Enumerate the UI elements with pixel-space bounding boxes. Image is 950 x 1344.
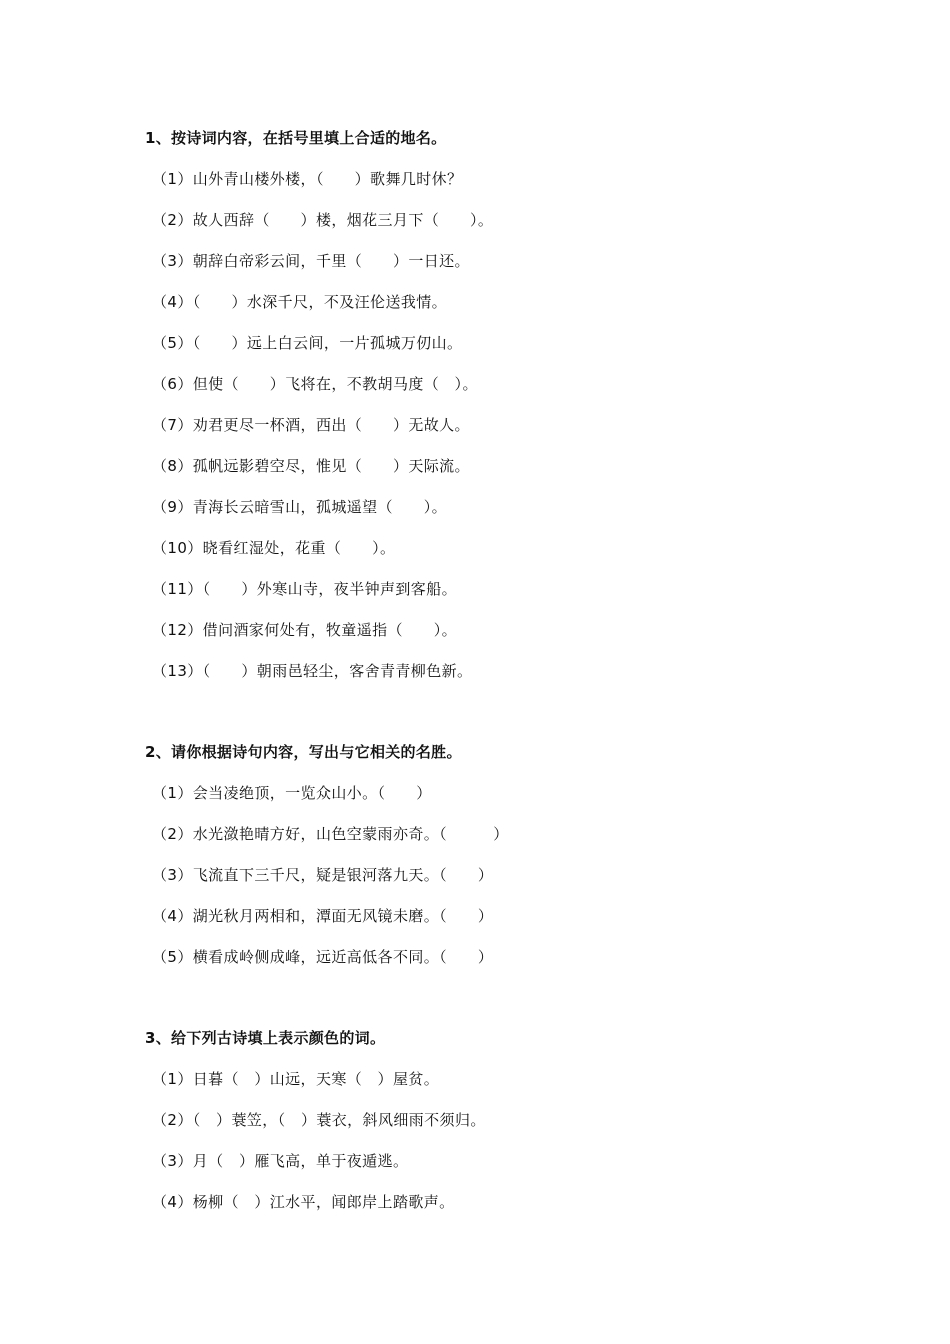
section-2-title: 2、请你根据诗句内容，写出与它相关的名胜。 (145, 743, 462, 761)
question-1-3: （3）朝辞白帝彩云间，千里（ ）一日还。 (152, 252, 470, 270)
question-1-2: （2）故人西辞（ ）楼，烟花三月下（ ）。 (152, 211, 494, 229)
question-1-11: （11）（ ）外寒山寺，夜半钟声到客船。 (152, 580, 457, 598)
question-1-7: （7）劝君更尽一杯酒，西出（ ）无故人。 (152, 416, 470, 434)
question-3-4: （4）杨柳（ ）江水平，闻郎岸上踏歌声。 (152, 1193, 455, 1211)
section-3-title: 3、给下列古诗填上表示颜色的词。 (145, 1029, 386, 1047)
question-1-8: （8）孤帆远影碧空尽，惟见（ ）天际流。 (152, 457, 470, 475)
question-2-5: （5）横看成岭侧成峰，远近高低各不同。（ ） (152, 948, 494, 966)
question-1-5: （5）（ ）远上白云间，一片孤城万仞山。 (152, 334, 463, 352)
question-1-4: （4）（ ）水深千尺，不及汪伦送我情。 (152, 293, 448, 311)
question-2-4: （4）湖光秋月两相和，潭面无风镜未磨。（ ） (152, 907, 494, 925)
question-1-9: （9）青海长云暗雪山，孤城遥望（ ）。 (152, 498, 448, 516)
question-3-1: （1）日暮（ ）山远，天寒（ ）屋贫。 (152, 1070, 440, 1088)
question-2-1: （1）会当凌绝顶，一览众山小。（ ） (152, 784, 432, 802)
question-3-3: （3）月（ ）雁飞高，单于夜遁逃。 (152, 1152, 409, 1170)
section-1-title: 1、按诗词内容，在括号里填上合适的地名。 (145, 129, 447, 147)
question-1-12: （12）借问酒家何处有，牧童遥指（ ）。 (152, 621, 457, 639)
question-2-2: （2）水光潋艳晴方好，山色空蒙雨亦奇。（ ） (152, 825, 509, 843)
question-2-3: （3）飞流直下三千尺，疑是银河落九天。（ ） (152, 866, 494, 884)
question-1-1: （1）山外青山楼外楼，（ ）歌舞几时休？ (152, 170, 463, 188)
question-1-13: （13）（ ）朝雨邑轻尘，客舍青青柳色新。 (152, 662, 473, 680)
question-1-10: （10）晓看红湿处，花重（ ）。 (152, 539, 396, 557)
question-1-6: （6）但使（ ）飞将在，不教胡马度（ ）。 (152, 375, 478, 393)
question-3-2: （2）（ ）蓑笠，（ ）蓑衣，斜风细雨不须归。 (152, 1111, 486, 1129)
